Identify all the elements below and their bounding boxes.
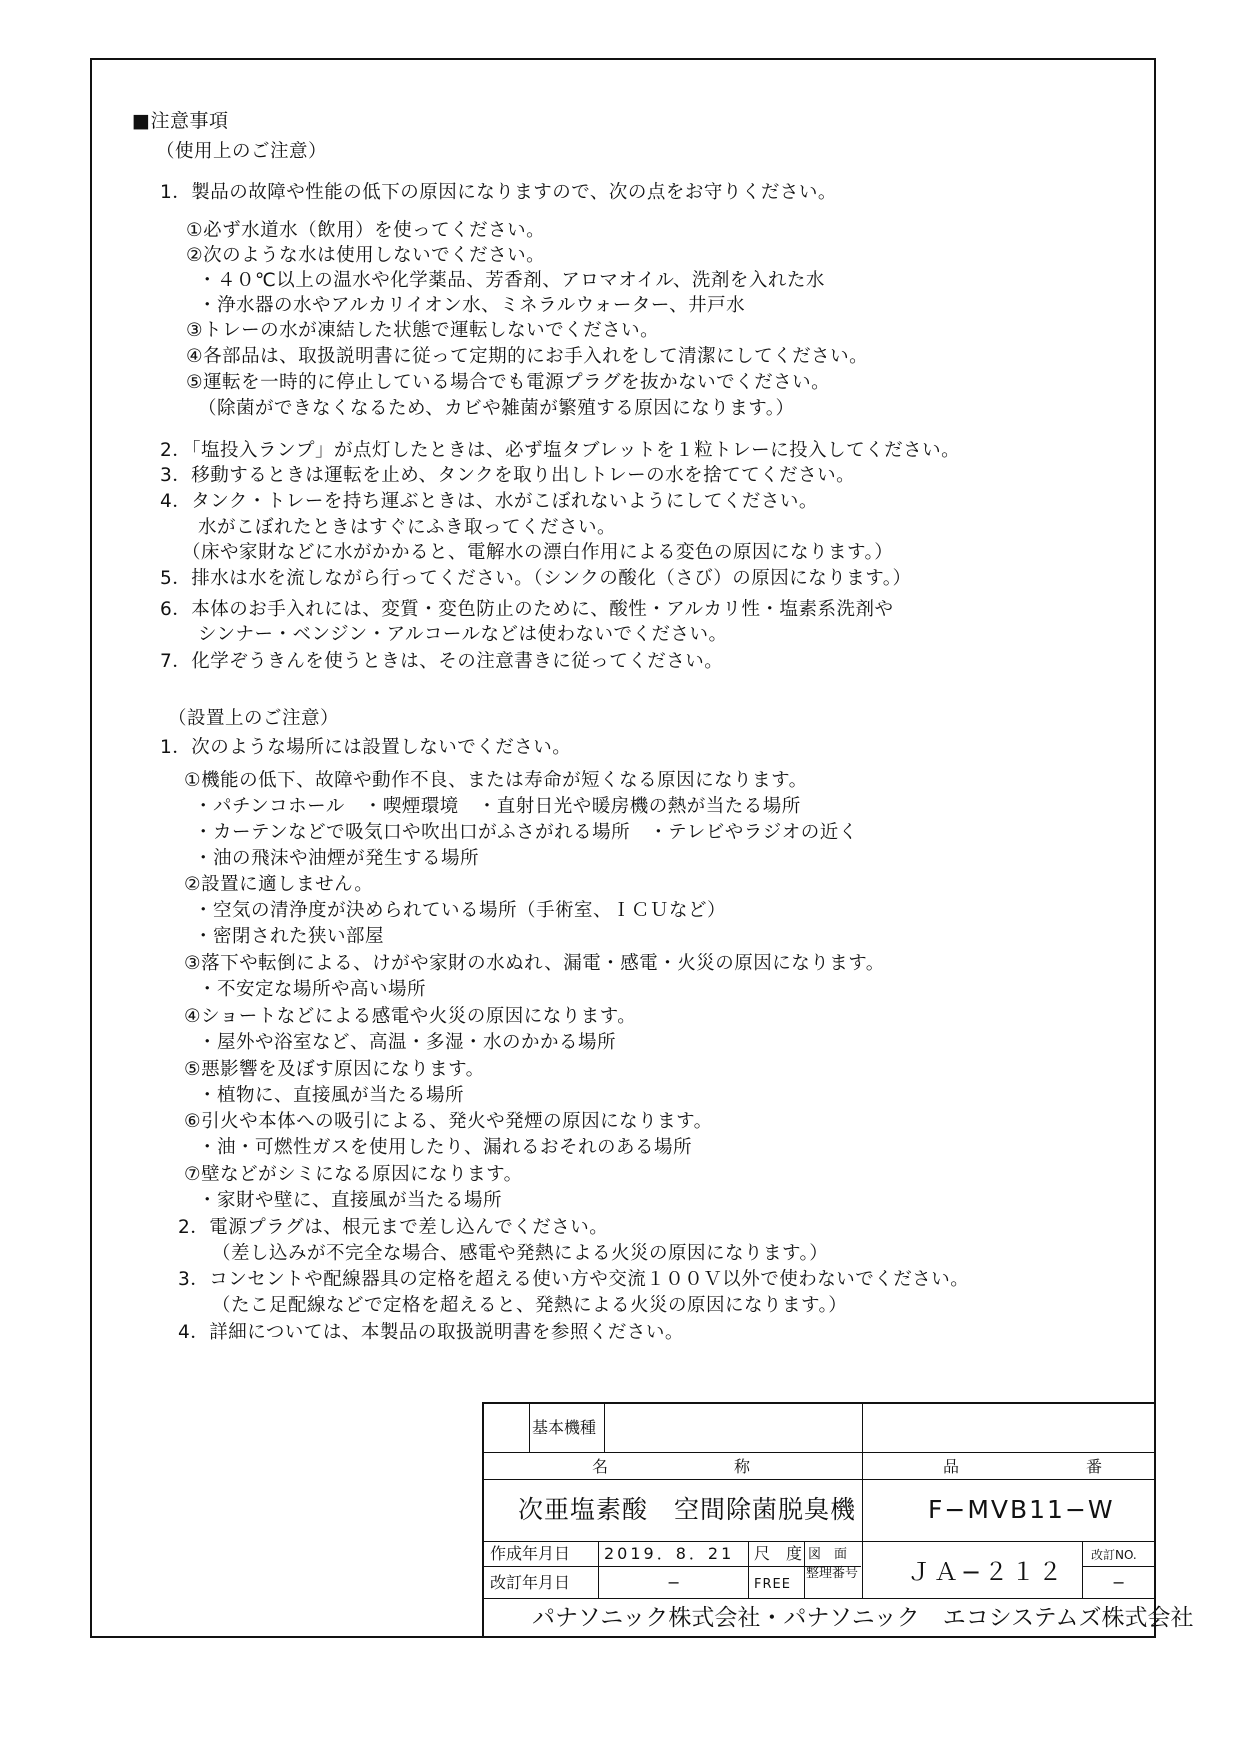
- install-line: ・カーテンなどで吸気口や吹出口がふさがれる場所 ・テレビやラジオの近く: [194, 822, 858, 843]
- install-line: ④ショートなどによる感電や火災の原因になります。: [184, 1006, 637, 1027]
- usage-line: 水がこぼれたときはすぐにふき取ってください。: [198, 517, 617, 538]
- usage-line: シンナー・ベンジン・アルコールなどは使わないでください。: [198, 624, 728, 645]
- usage-line: ・４０℃以上の温水や化学薬品、芳香剤、アロマオイル、洗剤を入れた水: [198, 270, 825, 291]
- revised-date: −: [667, 1573, 681, 1592]
- usage-line: 5．排水は水を流しながら行ってください。（シンクの酸化（さび）の原因になります。）: [160, 568, 912, 589]
- usage-line: （除菌ができなくなるため、カビや雑菌が繁殖する原因になります。）: [198, 398, 795, 419]
- install-line: 1．次のような場所には設置しないでください。: [160, 737, 572, 758]
- created-date: 2019．8．21: [604, 1544, 735, 1563]
- install-line: 4．詳細については、本製品の取扱説明書を参照ください。: [178, 1322, 684, 1343]
- scale-value: FREE: [754, 1577, 791, 1592]
- name-column-label: 名: [592, 1457, 609, 1476]
- install-line: ・空気の清浄度が決められている場所（手術室、ＩＣＵなど）: [194, 900, 727, 921]
- notes-heading: ■注意事項: [132, 110, 229, 132]
- base-model-label: 基本機種: [532, 1418, 597, 1437]
- install-line: ③落下や転倒による、けがや家財の水ぬれ、漏電・感電・火災の原因になります。: [184, 953, 885, 974]
- usage-line: 3．移動するときは運転を止め、タンクを取り出しトレーの水を捨ててください。: [160, 465, 856, 486]
- install-line: ・不安定な場所や高い場所: [198, 979, 427, 1000]
- drawing-number-label: 図 面: [808, 1547, 848, 1562]
- part-number-column-label: 番: [1086, 1457, 1103, 1476]
- usage-line: 2．「塩投入ランプ」が点灯したときは、必ず塩タブレットを１粒トレーに投入してください。: [160, 440, 961, 461]
- install-line: （差し込みが不完全な場合、感電や発熱による火災の原因になります。）: [212, 1243, 829, 1264]
- install-line: （たこ足配線などで定格を超えると、発熱による火災の原因になります。）: [212, 1295, 848, 1316]
- install-line: ⑦壁などがシミになる原因になります。: [184, 1164, 523, 1185]
- install-line: 2．電源プラグは、根元まで差し込んでください。: [178, 1217, 609, 1238]
- part-number: F−MVB11−W: [928, 1495, 1115, 1524]
- install-line: ・家財や壁に、直接風が当たる場所: [198, 1190, 503, 1211]
- revised-date-label: 改訂年月日: [490, 1573, 571, 1592]
- install-line: ⑤悪影響を及ぼす原因になります。: [184, 1059, 485, 1080]
- usage-line: 7．化学ぞうきんを使うときは、その注意書きに従ってください。: [160, 651, 724, 672]
- usage-section-title: （使用上のご注意）: [156, 141, 328, 162]
- part-number-column-label: 品: [943, 1457, 960, 1476]
- install-line: ・屋外や浴室など、高温・多湿・水のかかる場所: [198, 1032, 617, 1053]
- name-column-label: 称: [734, 1457, 751, 1476]
- created-date-label: 作成年月日: [490, 1544, 571, 1563]
- usage-line: ③トレーの水が凍結した状態で運転しないでください。: [186, 320, 660, 341]
- usage-line: （床や家財などに水がかかると、電解水の漂白作用による変色の原因になります。）: [182, 542, 894, 563]
- usage-line: ・浄水器の水やアルカリイオン水、ミネラルウォーター、井戸水: [198, 295, 746, 316]
- usage-line: 6．本体のお手入れには、変質・変色防止のために、酸性・アルカリ性・塩素系洗剤や: [160, 599, 894, 620]
- drawing-number-label: 整理番号: [806, 1566, 859, 1581]
- install-line: ⑥引火や本体への吸引による、発火や発煙の原因になります。: [184, 1111, 713, 1132]
- usage-line: ⑤運転を一時的に停止している場合でも電源プラグを抜かないでください。: [186, 372, 831, 393]
- title-block: [482, 1402, 1194, 1638]
- install-line: ①機能の低下、故障や動作不良、または寿命が短くなる原因になります。: [184, 770, 808, 791]
- drawing-number: ＪＡ−２１２: [907, 1558, 1066, 1586]
- install-line: ・パチンコホール ・喫煙環境 ・直射日光や暖房機の熱が当たる場所: [194, 796, 801, 817]
- product-name: 次亜塩素酸 空間除菌脱臭機: [518, 1495, 857, 1524]
- install-line: 3．コンセントや配線器具の定格を超える使い方や交流１００Ｖ以外で使わないでください。: [178, 1269, 970, 1290]
- scale-label: 尺 度: [754, 1544, 803, 1563]
- usage-line: ①必ず水道水（飲用）を使ってください。: [186, 220, 546, 241]
- revision-number-label: 改訂NO.: [1091, 1548, 1137, 1562]
- install-line: ・植物に、直接風が当たる場所: [198, 1085, 465, 1106]
- usage-line: 1．製品の故障や性能の低下の原因になりますので、次の点をお守りください。: [160, 182, 837, 203]
- install-line: ・油・可燃性ガスを使用したり、漏れるおそれのある場所: [198, 1137, 693, 1158]
- usage-line: ④各部品は、取扱説明書に従って定期的にお手入れをして清潔にしてください。: [186, 346, 869, 367]
- company-name: パナソニック株式会社・パナソニック エコシステムズ株式会社: [532, 1605, 1194, 1631]
- install-section-title: （設置上のご注意）: [168, 708, 340, 729]
- usage-line: 4．タンク・トレーを持ち運ぶときは、水がこぼれないようにしてください。: [160, 491, 818, 512]
- install-line: ・油の飛沫や油煙が発生する場所: [194, 848, 480, 869]
- install-line: ②設置に適しません。: [184, 874, 374, 895]
- install-line: ・密閉された狭い部屋: [194, 926, 385, 947]
- revision-number: −: [1112, 1573, 1126, 1592]
- usage-line: ②次のような水は使用しないでください。: [186, 245, 546, 266]
